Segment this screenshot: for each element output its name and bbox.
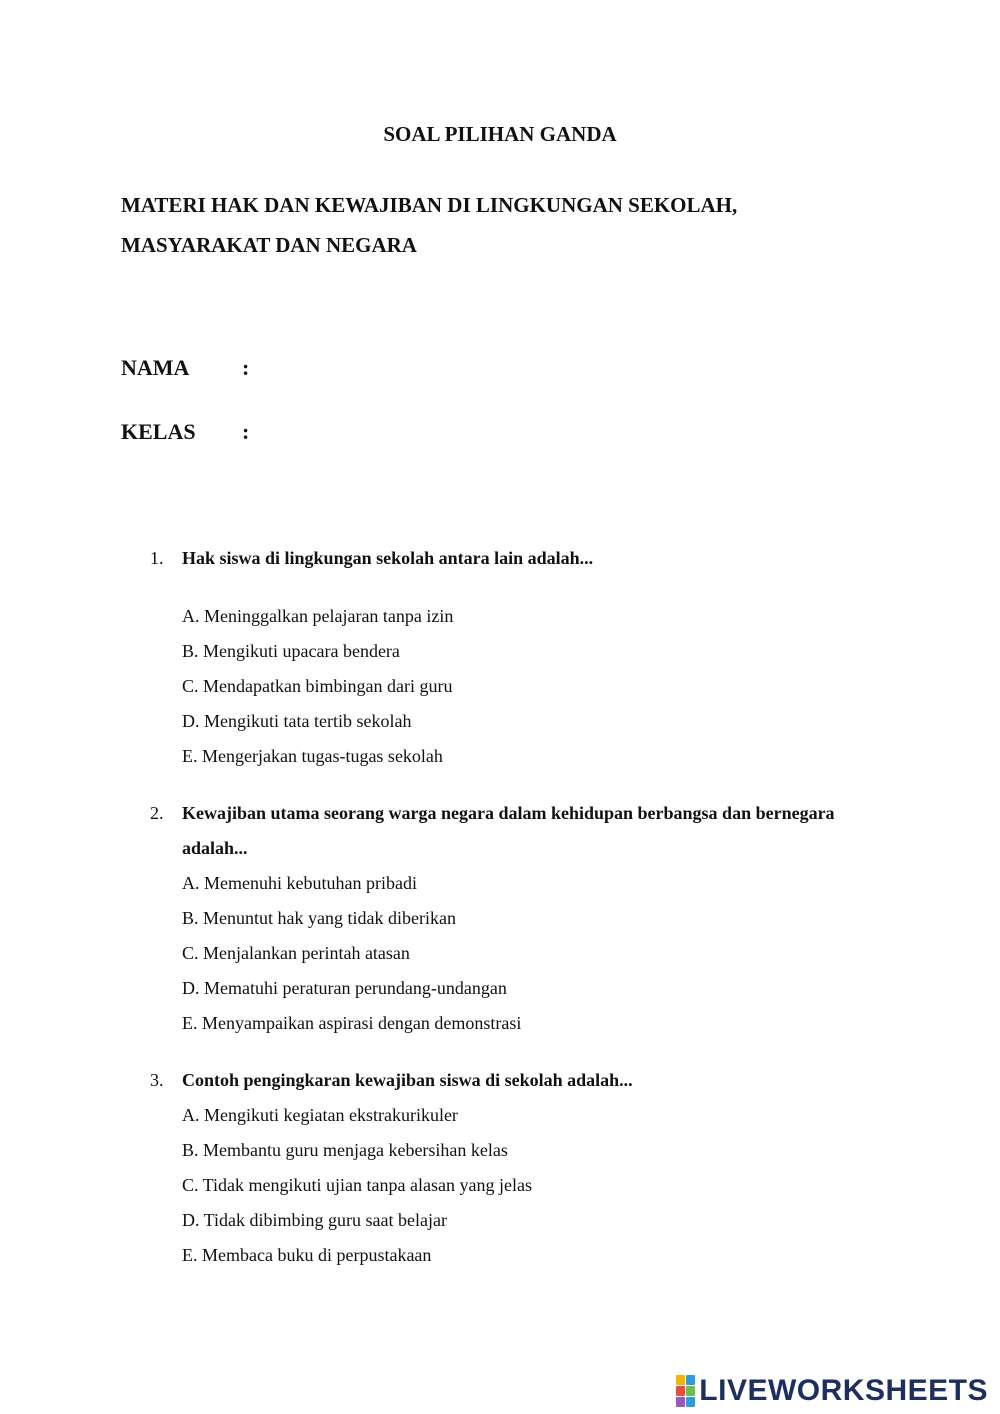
question-number: 3.: [150, 1070, 164, 1090]
question-text: Kewajiban utama seorang warga negara dalam kehidupan berbangsa dan bernegara adalah...: [182, 803, 835, 858]
option-c: C. Tidak mengikuti ujian tanpa alasan yang jelas: [182, 1175, 532, 1195]
option-list: [150, 1098, 850, 1273]
option-b: B. Menuntut hak yang tidak diberikan: [182, 908, 456, 928]
option-c: C. Menjalankan perintah atasan: [182, 943, 410, 963]
option-c: C. Mendapatkan bimbingan dari guru: [182, 676, 453, 696]
question-text: Contoh pengingkaran kewajiban siswa di sekolah adalah...: [182, 1070, 633, 1090]
question-number: 1.: [150, 548, 164, 568]
question-3: [150, 1063, 850, 1273]
document-title: SOAL PILIHAN GANDA: [383, 122, 617, 146]
question-1: [150, 541, 850, 774]
subtitle-line-2: MASYARAKAT DAN NEGARA: [121, 233, 417, 257]
option-a: A. Mengikuti kegiatan ekstrakurikuler: [182, 1105, 458, 1125]
option-b: B. Mengikuti upacara bendera: [182, 641, 400, 661]
question-text: Hak siswa di lingkungan sekolah antara lain adalah...: [182, 548, 594, 568]
nama-separator: :: [242, 355, 250, 380]
subtitle-line-1: MATERI HAK DAN KEWAJIBAN DI LINGKUNGAN SEKOLAH,: [121, 193, 738, 217]
question-header: [150, 541, 850, 576]
option-b: B. Membantu guru menjaga kebersihan kelas: [182, 1140, 508, 1160]
option-e: E. Membaca buku di perpustakaan: [182, 1245, 432, 1265]
liveworksheets-logo-icon: [676, 1375, 695, 1407]
nama-field: [121, 355, 249, 381]
kelas-separator: :: [242, 419, 250, 444]
option-d: D. Mengikuti tata tertib sekolah: [182, 711, 412, 731]
question-header: [150, 1063, 850, 1098]
document-subtitle: [121, 185, 881, 265]
option-list: [150, 866, 850, 1041]
question-number: 2.: [150, 803, 164, 823]
question-2: [150, 796, 850, 1041]
liveworksheets-wordmark: LIVEWORKSHEETS: [699, 1374, 988, 1407]
kelas-field: [121, 419, 249, 445]
option-list: [150, 599, 850, 774]
option-e: E. Menyampaikan aspirasi dengan demonstrasi: [182, 1013, 522, 1033]
nama-label: NAMA: [121, 355, 190, 380]
option-d: D. Mematuhi peraturan perundang-undangan: [182, 978, 507, 998]
option-d: D. Tidak dibimbing guru saat belajar: [182, 1210, 447, 1230]
liveworksheets-watermark: [676, 1374, 988, 1408]
kelas-label: KELAS: [121, 419, 196, 444]
option-e: E. Mengerjakan tugas-tugas sekolah: [182, 746, 443, 766]
option-a: A. Memenuhi kebutuhan pribadi: [182, 873, 417, 893]
question-header: [150, 796, 850, 866]
option-a: A. Meninggalkan pelajaran tanpa izin: [182, 606, 454, 626]
